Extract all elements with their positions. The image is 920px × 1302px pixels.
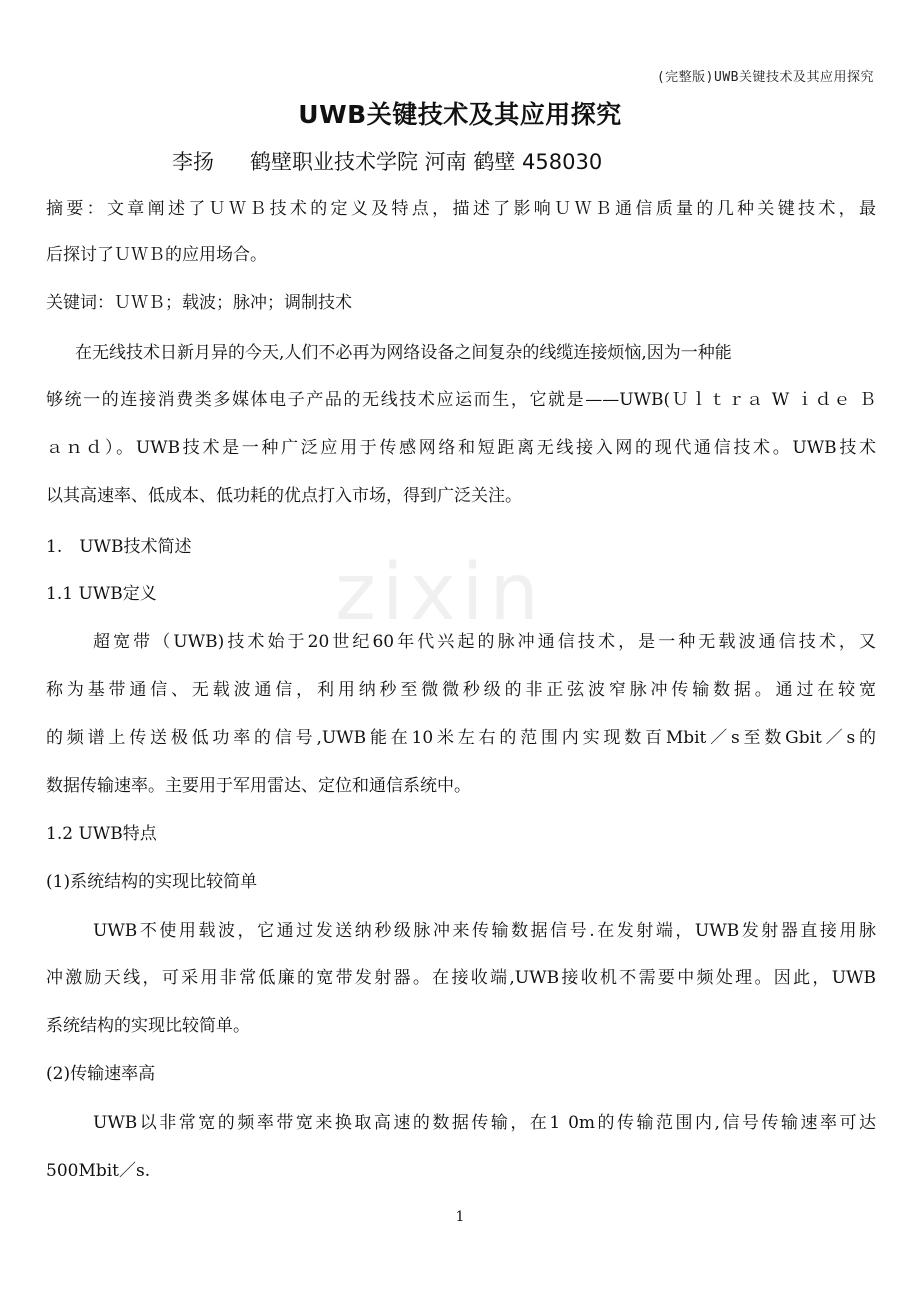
intro-line-4: 以其高速率、低成本、低功耗的优点打入市场，得到广泛关注。: [46, 486, 522, 506]
author-name: 李扬: [172, 150, 214, 174]
abstract-line-2: 后探讨了ＵＷＢ的应用场合。: [46, 245, 267, 265]
definition-line-1: 超宽带（UWB)技术始于20世纪60年代兴起的脉冲通信技术，是一种无载波通信技术，又: [93, 632, 876, 652]
section-heading-1-1: 1.1 UWB定义: [46, 584, 157, 604]
definition-line-2: 称为基带通信、无载波通信，利用纳秒至微微秒级的非正弦波窄脉冲传输数据。通过在较宽: [46, 680, 876, 700]
section-heading-1: 1. UWB技术简述: [46, 537, 192, 557]
feature-1-heading: (1)系统结构的实现比较简单: [46, 872, 258, 892]
definition-line-3: 的频谱上传送极低功率的信号,UWB能在10米左右的范围内实现数百Mbit／s至数Gbit／s的: [46, 728, 876, 748]
feature-2-heading: (2)传输速率高: [46, 1064, 156, 1084]
page-title: UWB关键技术及其应用探究: [298, 100, 622, 129]
section-heading-1-2: 1.2 UWB特点: [46, 824, 157, 844]
feature-1-line-3: 系统结构的实现比较简单。: [46, 1016, 250, 1036]
watermark: zixin: [335, 548, 545, 638]
intro-line-2: 够统一的连接消费类多媒体电子产品的无线技术应运而生，它就是——UWB(Ｕｌｔｒａ W ｉｄｅ Ｂ: [46, 390, 876, 410]
feature-2-line-2: 500Mbit／s.: [46, 1161, 151, 1181]
keywords: 关键词：ＵＷＢ；载波；脉冲；调制技术: [46, 293, 352, 313]
feature-1-line-1: UWB不使用载波，它通过发送纳秒级脉冲来传输数据信号.在发射端，UWB发射器直接用脉: [93, 921, 876, 941]
feature-1-line-2: 冲激励天线，可采用非常低廉的宽带发射器。在接收端,UWB接收机不需要中频处理。因此，UWB: [46, 968, 876, 988]
page-number: 1: [455, 1209, 465, 1225]
abstract-line-1: 摘要：文章阐述了ＵＷＢ技术的定义及特点，描述了影响ＵＷＢ通信质量的几种关键技术，最: [46, 199, 876, 219]
author-line: [172, 146, 602, 176]
author-affiliation: 鹤壁职业技术学院 河南 鹤壁 458030: [250, 150, 603, 174]
feature-2-line-1: UWB以非常宽的频率带宽来换取高速的数据传输，在1 0m的传输范围内,信号传输速率可达: [93, 1113, 876, 1133]
running-header: (完整版)UWB关键技术及其应用探究: [656, 70, 874, 85]
intro-line-1: 在无线技术日新月异的今天,人们不必再为网络设备之间复杂的线缆连接烦恼,因为一种能: [75, 343, 732, 363]
definition-line-4: 数据传输速率。主要用于军用雷达、定位和通信系统中。: [46, 776, 471, 796]
intro-line-3: ａｎｄ）。UWB技术是一种广泛应用于传感网络和短距离无线接入网的现代通信技术。UWB技术: [46, 438, 876, 458]
